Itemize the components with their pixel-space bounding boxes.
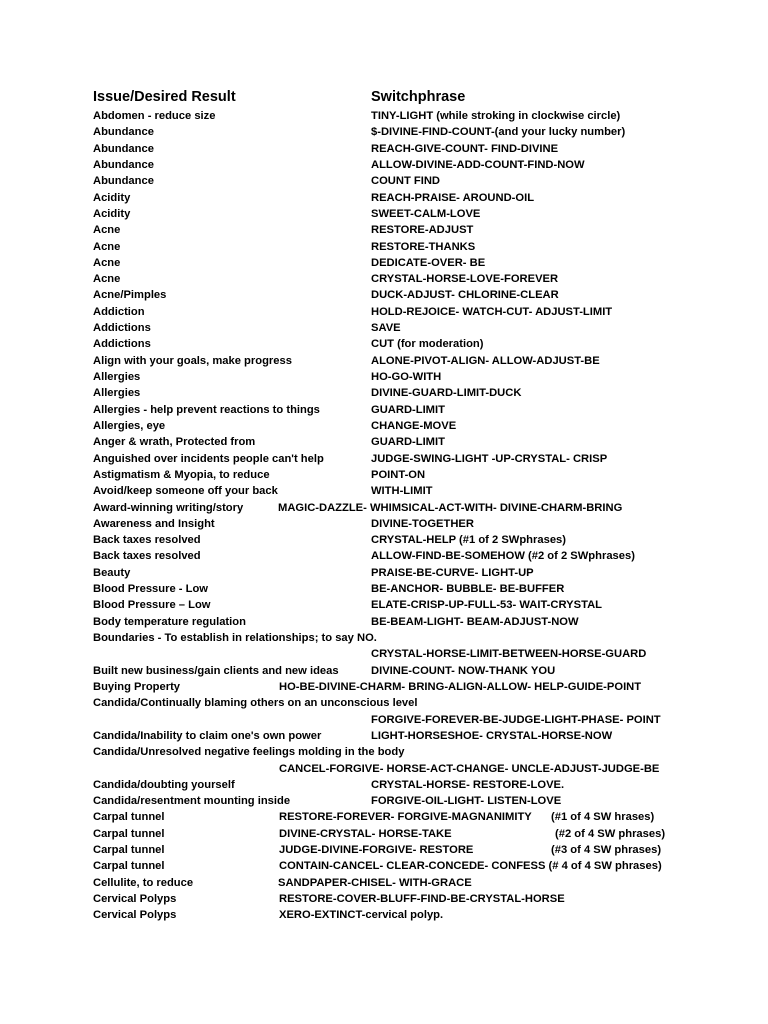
- switchphrase-text: HOLD-REJOICE- WATCH-CUT- ADJUST-LIMIT: [371, 305, 613, 318]
- switchphrase-text: DIVINE-GUARD-LIMIT-DUCK: [371, 387, 522, 400]
- list-item: [0, 239, 768, 255]
- list-item: [0, 744, 768, 760]
- switchphrase-text: CONTAIN-CANCEL- CLEAR-CONCEDE- CONFESS (# 4 of 4 SW phrases): [279, 860, 662, 873]
- switchphrase-text: HO-BE-DIVINE-CHARM- BRING-ALIGN-ALLOW- HELP-GUIDE-POINT: [279, 680, 642, 693]
- list-item: [0, 320, 768, 336]
- switchphrase-text: CRYSTAL-HORSE-LIMIT-BETWEEN-HORSE-GUARD: [371, 648, 647, 661]
- switchphrase-text: FORGIVE-OIL-LIGHT- LISTEN-LOVE: [371, 795, 562, 808]
- list-item: [0, 304, 768, 320]
- list-item: [0, 679, 768, 695]
- issue-text: Acne: [93, 240, 121, 253]
- issue-text: Allergies, eye: [93, 419, 166, 432]
- list-item: [0, 206, 768, 222]
- list-item: [0, 581, 768, 597]
- list-item: [0, 614, 768, 630]
- switchphrase-text: ALLOW-DIVINE-ADD-COUNT-FIND-NOW: [371, 158, 585, 171]
- list-item: [0, 402, 768, 418]
- switchphrase-text: SANDPAPER-CHISEL- WITH-GRACE: [278, 876, 472, 889]
- issue-text: Addiction: [93, 305, 145, 318]
- switchphrase-text: JUDGE-DIVINE-FORGIVE- RESTORE: [279, 844, 474, 857]
- switchphrase-text: CRYSTAL-HORSE-LOVE-FOREVER: [371, 273, 559, 286]
- issue-text: Awareness and Insight: [93, 517, 215, 530]
- switchphrase-text: SAVE: [371, 322, 401, 335]
- switchphrase-text: REACH-PRAISE- AROUND-OIL: [371, 191, 535, 204]
- issue-text: Addictions: [93, 322, 151, 335]
- list-item: [0, 907, 768, 923]
- list-item: [0, 190, 768, 206]
- list-item: [0, 255, 768, 271]
- issue-text: Candida/Continually blaming others on an unconscious level: [93, 697, 418, 710]
- issue-text: Addictions: [93, 338, 151, 351]
- issue-text: Abundance: [93, 175, 154, 188]
- switchphrase-text: TINY-LIGHT (while stroking in clockwise circle): [371, 110, 621, 122]
- list-item: [0, 630, 768, 646]
- issue-text: Avoid/keep someone off your back: [93, 485, 278, 498]
- issue-text: Cervical Polyps: [93, 909, 177, 922]
- issue-text: Boundaries - To establish in relationships; to say NO.: [93, 632, 377, 644]
- switchphrase-list: [0, 108, 768, 924]
- issue-text: Abundance: [93, 126, 154, 139]
- phrase-note-text: (#3 of 4 SW phrases): [551, 844, 662, 857]
- switchphrase-text: DIVINE-TOGETHER: [371, 517, 474, 530]
- issue-text: Acidity: [93, 207, 131, 220]
- issue-text: Beauty: [93, 566, 131, 579]
- switchphrase-text: ALLOW-FIND-BE-SOMEHOW (#2 of 2 SWphrases): [371, 550, 635, 563]
- switchphrase-text: WITH-LIMIT: [371, 485, 433, 498]
- list-item: [0, 597, 768, 613]
- list-item: [0, 842, 768, 858]
- list-item: [0, 467, 768, 483]
- list-item: [0, 777, 768, 793]
- column-header-issue: Issue/Desired Result: [93, 89, 236, 105]
- list-item: [0, 141, 768, 157]
- switchphrase-text: DIVINE-CRYSTAL- HORSE-TAKE: [279, 827, 452, 840]
- issue-text: Allergies: [93, 371, 141, 383]
- switchphrase-text: PRAISE-BE-CURVE- LIGHT-UP: [371, 566, 534, 579]
- list-item: [0, 695, 768, 711]
- list-item: [0, 108, 768, 124]
- switchphrase-text: REACH-GIVE-COUNT- FIND-DIVINE: [371, 142, 559, 155]
- switchphrase-text: DUCK-ADJUST- CHLORINE-CLEAR: [371, 289, 559, 302]
- issue-text: Blood Pressure - Low: [93, 583, 208, 596]
- switchphrase-text: COUNT FIND: [371, 175, 440, 188]
- list-item: [0, 483, 768, 499]
- switchphrase-text: BE-BEAM-LIGHT- BEAM-ADJUST-NOW: [371, 615, 579, 628]
- switchphrase-text: MAGIC-DAZZLE- WHIMSICAL-ACT-WITH- DIVINE-CHARM-BRING: [278, 501, 623, 514]
- list-item: [0, 385, 768, 401]
- list-item: [0, 712, 768, 728]
- list-item: [0, 663, 768, 679]
- issue-text: Blood Pressure – Low: [93, 599, 211, 612]
- switchphrase-text: SWEET-CALM-LOVE: [371, 207, 481, 220]
- issue-text: Cellulite, to reduce: [93, 876, 194, 889]
- phrase-note-text: (#1 of 4 SW hrases): [551, 811, 655, 824]
- list-item: [0, 353, 768, 369]
- list-item: [0, 222, 768, 238]
- switchphrase-text: RESTORE-COVER-BLUFF-FIND-BE-CRYSTAL-HORSE: [279, 893, 565, 905]
- list-item: [0, 434, 768, 450]
- issue-text: Acne: [93, 256, 121, 269]
- list-item: [0, 728, 768, 744]
- switchphrase-text: RESTORE-ADJUST: [371, 224, 474, 237]
- issue-text: Abdomen - reduce size: [93, 110, 216, 122]
- switchphrase-text: CHANGE-MOVE: [371, 419, 457, 432]
- issue-text: Candida/Unresolved negative feelings molding in the body: [93, 746, 405, 759]
- switchphrase-text: POINT-ON: [371, 468, 426, 481]
- list-item: [0, 891, 768, 907]
- list-item: [0, 875, 768, 891]
- issue-text: Allergies: [93, 387, 141, 400]
- issue-text: Cervical Polyps: [93, 893, 177, 905]
- issue-text: Back taxes resolved: [93, 534, 201, 547]
- issue-text: Candida/Inability to claim one's own power: [93, 729, 322, 742]
- switchphrase-text: LIGHT-HORSESHOE- CRYSTAL-HORSE-NOW: [371, 729, 613, 742]
- issue-text: Buying Property: [93, 680, 181, 693]
- switchphrase-text: RESTORE-FOREVER- FORGIVE-MAGNANIMITY: [279, 811, 532, 824]
- list-item: [0, 418, 768, 434]
- issue-text: Acne: [93, 273, 121, 286]
- phrase-note-text: (#2 of 4 SW phrases): [555, 827, 666, 840]
- list-item: [0, 761, 768, 777]
- switchphrase-text: FORGIVE-FOREVER-BE-JUDGE-LIGHT-PHASE- POINT: [371, 713, 661, 726]
- switchphrase-text: CRYSTAL-HELP (#1 of 2 SWphrases): [371, 534, 566, 547]
- switchphrase-text: HO-GO-WITH: [371, 371, 442, 383]
- switchphrase-text: $-DIVINE-FIND-COUNT-(and your lucky number): [371, 126, 626, 139]
- switchphrase-text: CANCEL-FORGIVE- HORSE-ACT-CHANGE- UNCLE-ADJUST-JUDGE-BE: [279, 762, 660, 775]
- list-item: [0, 336, 768, 352]
- list-item: [0, 124, 768, 140]
- switchphrase-text: RESTORE-THANKS: [371, 240, 476, 253]
- switchphrase-text: CRYSTAL-HORSE- RESTORE-LOVE.: [371, 778, 565, 791]
- issue-text: Abundance: [93, 158, 154, 171]
- list-item: [0, 369, 768, 385]
- issue-text: Abundance: [93, 142, 154, 155]
- list-item: [0, 287, 768, 303]
- issue-text: Carpal tunnel: [93, 811, 165, 824]
- list-item: [0, 858, 768, 874]
- issue-text: Anger & wrath, Protected from: [93, 436, 256, 449]
- switchphrase-text: XERO-EXTINCT-cervical polyp.: [279, 909, 444, 922]
- issue-text: Allergies - help prevent reactions to things: [93, 403, 320, 416]
- list-item: [0, 173, 768, 189]
- list-item: [0, 451, 768, 467]
- list-item: [0, 809, 768, 825]
- list-item: [0, 793, 768, 809]
- issue-text: Acne: [93, 224, 121, 237]
- list-item: [0, 516, 768, 532]
- issue-text: Carpal tunnel: [93, 844, 165, 857]
- column-header-switchphrase: Switchphrase: [371, 89, 466, 105]
- list-item: [0, 500, 768, 516]
- issue-text: Anguished over incidents people can't help: [93, 452, 324, 465]
- switchphrase-text: GUARD-LIMIT: [371, 403, 445, 416]
- switchphrase-text: ALONE-PIVOT-ALIGN- ALLOW-ADJUST-BE: [371, 354, 600, 367]
- issue-text: Astigmatism & Myopia, to reduce: [93, 468, 270, 481]
- list-item: [0, 532, 768, 548]
- switchphrase-text: ELATE-CRISP-UP-FULL-53- WAIT-CRYSTAL: [371, 599, 602, 612]
- issue-text: Candida/doubting yourself: [93, 778, 235, 791]
- switchphrase-text: DEDICATE-OVER- BE: [371, 256, 486, 269]
- issue-text: Body temperature regulation: [93, 615, 246, 628]
- list-item: [0, 565, 768, 581]
- list-item: [0, 826, 768, 842]
- switchphrase-text: JUDGE-SWING-LIGHT -UP-CRYSTAL- CRISP: [371, 452, 608, 465]
- switchphrase-text: CUT (for moderation): [371, 338, 484, 351]
- issue-text: Carpal tunnel: [93, 860, 165, 873]
- issue-text: Built new business/gain clients and new ideas: [93, 664, 339, 677]
- list-item: [0, 646, 768, 662]
- list-item: [0, 271, 768, 287]
- list-item: [0, 157, 768, 173]
- issue-text: Award-winning writing/story: [93, 501, 244, 514]
- issue-text: Carpal tunnel: [93, 827, 165, 840]
- switchphrase-text: GUARD-LIMIT: [371, 436, 445, 449]
- issue-text: Align with your goals, make progress: [93, 354, 292, 367]
- list-item: [0, 548, 768, 564]
- issue-text: Candida/resentment mounting inside: [93, 795, 291, 808]
- issue-text: Acne/Pimples: [93, 289, 167, 302]
- issue-text: Acidity: [93, 191, 131, 204]
- switchphrase-text: BE-ANCHOR- BUBBLE- BE-BUFFER: [371, 583, 565, 596]
- issue-text: Back taxes resolved: [93, 550, 201, 563]
- switchphrase-text: DIVINE-COUNT- NOW-THANK YOU: [371, 664, 556, 677]
